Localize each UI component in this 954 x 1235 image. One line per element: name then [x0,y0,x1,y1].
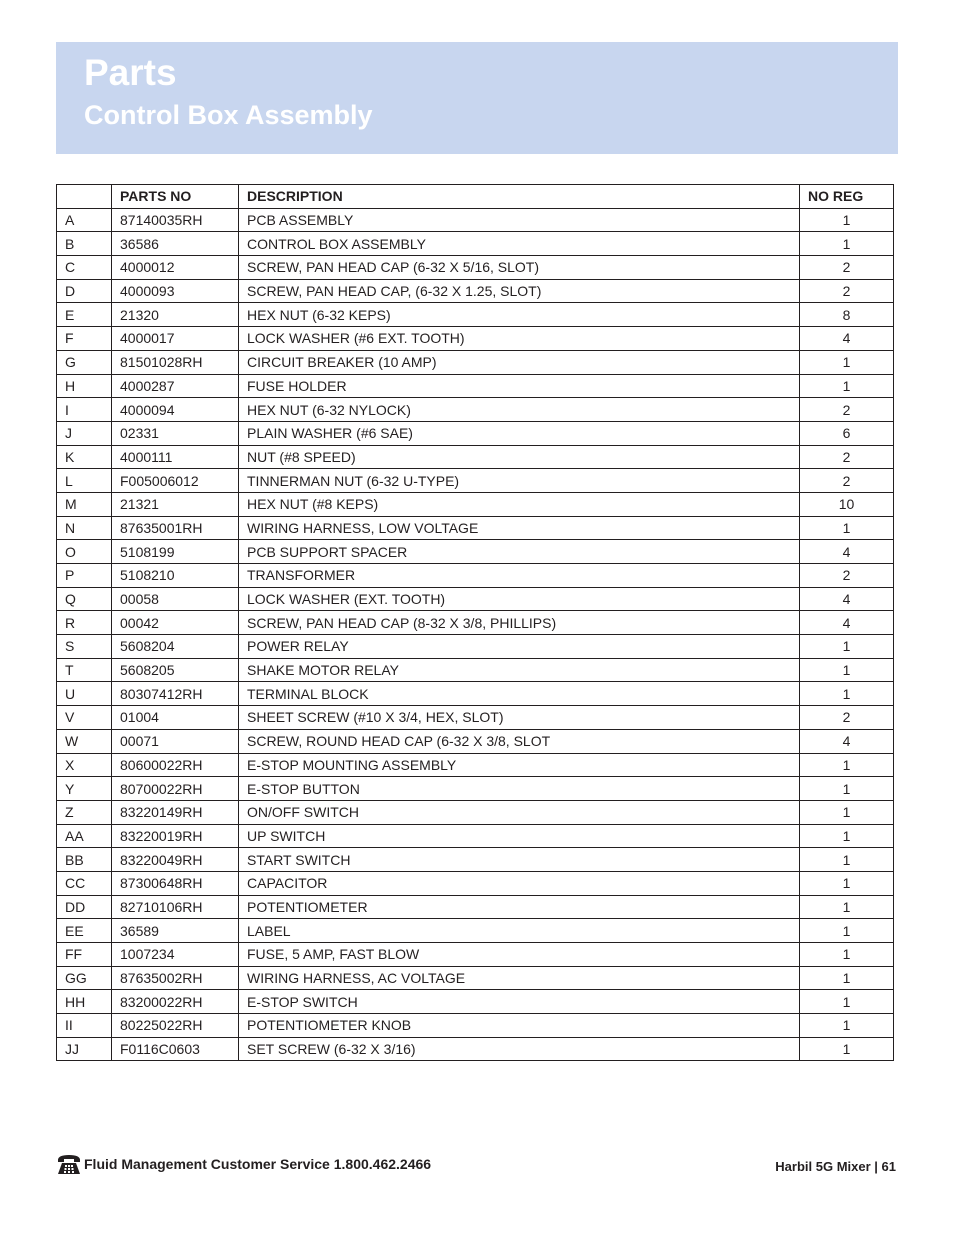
cell-part-number: 81501028RH [112,350,239,374]
cell-description: E-STOP SWITCH [239,990,800,1014]
column-header-description: DESCRIPTION [239,185,800,209]
cell-description: SCREW, ROUND HEAD CAP (6-32 X 3/8, SLOT [239,729,800,753]
cell-item-letter: HH [57,990,112,1014]
table-row [57,848,894,872]
cell-description: UP SWITCH [239,824,800,848]
cell-description: LOCK WASHER (EXT. TOOTH) [239,587,800,611]
cell-part-number: 82710106RH [112,895,239,919]
cell-item-letter: U [57,682,112,706]
cell-item-letter: K [57,445,112,469]
cell-item-letter: S [57,635,112,659]
cell-part-number: 36586 [112,232,239,256]
cell-item-letter: N [57,516,112,540]
cell-quantity: 1 [800,374,894,398]
column-header-parts-no: PARTS NO [112,185,239,209]
cell-part-number: 83220019RH [112,824,239,848]
table-row [57,516,894,540]
page-title: Parts [84,52,177,93]
cell-description: CAPACITOR [239,871,800,895]
cell-description: HEX NUT (6-32 KEPS) [239,303,800,327]
cell-quantity: 1 [800,800,894,824]
cell-description: HEX NUT (6-32 NYLOCK) [239,398,800,422]
cell-quantity: 1 [800,777,894,801]
cell-description: START SWITCH [239,848,800,872]
customer-service-text: Fluid Management Customer Service 1.800.462.2466 [84,1156,432,1172]
table-row [57,279,894,303]
cell-description: PLAIN WASHER (#6 SAE) [239,421,800,445]
cell-part-number: 5608205 [112,658,239,682]
table-row [57,1014,894,1038]
cell-part-number: 02331 [112,421,239,445]
table-row [57,777,894,801]
cell-part-number: 00042 [112,611,239,635]
cell-description: SHEET SCREW (#10 X 3/4, HEX, SLOT) [239,706,800,730]
cell-part-number: 4000012 [112,256,239,280]
cell-item-letter: H [57,374,112,398]
cell-part-number: 21321 [112,492,239,516]
cell-quantity: 1 [800,943,894,967]
cell-part-number: F0116C0603 [112,1037,239,1061]
cell-part-number: 01004 [112,706,239,730]
cell-item-letter: I [57,398,112,422]
cell-item-letter: J [57,421,112,445]
cell-item-letter: JJ [57,1037,112,1061]
cell-part-number: 80700022RH [112,777,239,801]
cell-quantity: 6 [800,421,894,445]
table-row [57,445,894,469]
table-row [57,587,894,611]
cell-part-number: 87635001RH [112,516,239,540]
cell-item-letter: A [57,208,112,232]
cell-part-number: 4000111 [112,445,239,469]
cell-item-letter: EE [57,919,112,943]
cell-quantity: 1 [800,871,894,895]
cell-item-letter: II [57,1014,112,1038]
table-row [57,327,894,351]
cell-quantity: 1 [800,895,894,919]
cell-part-number: 5108210 [112,564,239,588]
cell-part-number: 1007234 [112,943,239,967]
table-row [57,350,894,374]
cell-item-letter: W [57,729,112,753]
cell-part-number: 00071 [112,729,239,753]
cell-quantity: 1 [800,1014,894,1038]
parts-table-body [57,208,894,1061]
cell-part-number: F005006012 [112,469,239,493]
cell-description: NUT (#8 SPEED) [239,445,800,469]
cell-description: FUSE HOLDER [239,374,800,398]
cell-description: LOCK WASHER (#6 EXT. TOOTH) [239,327,800,351]
cell-description: POWER RELAY [239,635,800,659]
table-row [57,492,894,516]
cell-quantity: 1 [800,635,894,659]
cell-quantity: 1 [800,824,894,848]
cell-item-letter: CC [57,871,112,895]
parts-table [56,184,894,1061]
cell-quantity: 2 [800,564,894,588]
cell-quantity: 1 [800,919,894,943]
cell-quantity: 8 [800,303,894,327]
cell-item-letter: DD [57,895,112,919]
cell-part-number: 80600022RH [112,753,239,777]
table-row [57,208,894,232]
cell-description: FUSE, 5 AMP, FAST BLOW [239,943,800,967]
table-row [57,540,894,564]
cell-description: WIRING HARNESS, AC VOLTAGE [239,966,800,990]
cell-quantity: 1 [800,232,894,256]
table-row [57,990,894,1014]
cell-description: POTENTIOMETER [239,895,800,919]
table-row [57,919,894,943]
table-row [57,753,894,777]
cell-item-letter: F [57,327,112,351]
footer-customer-service [56,1153,431,1175]
cell-description: WIRING HARNESS, LOW VOLTAGE [239,516,800,540]
cell-quantity: 4 [800,729,894,753]
section-banner [56,42,898,154]
cell-description: PCB ASSEMBLY [239,208,800,232]
cell-part-number: 00058 [112,587,239,611]
cell-quantity: 1 [800,516,894,540]
table-row [57,232,894,256]
table-row [57,966,894,990]
cell-quantity: 4 [800,587,894,611]
cell-item-letter: V [57,706,112,730]
cell-part-number: 87140035RH [112,208,239,232]
cell-part-number: 4000017 [112,327,239,351]
table-header-row [57,185,894,209]
cell-part-number: 4000094 [112,398,239,422]
table-row [57,943,894,967]
cell-part-number: 87300648RH [112,871,239,895]
cell-quantity: 10 [800,492,894,516]
cell-description: TINNERMAN NUT (6-32 U-TYPE) [239,469,800,493]
cell-part-number: 5108199 [112,540,239,564]
table-row [57,871,894,895]
table-row [57,706,894,730]
table-row [57,303,894,327]
cell-item-letter: BB [57,848,112,872]
cell-item-letter: E [57,303,112,327]
cell-description: SHAKE MOTOR RELAY [239,658,800,682]
cell-description: LABEL [239,919,800,943]
cell-quantity: 1 [800,990,894,1014]
cell-quantity: 1 [800,658,894,682]
cell-item-letter: O [57,540,112,564]
table-row [57,421,894,445]
cell-description: CIRCUIT BREAKER (10 AMP) [239,350,800,374]
table-row [57,658,894,682]
cell-quantity: 4 [800,611,894,635]
cell-quantity: 1 [800,208,894,232]
column-header-no-reg: NO REG [800,185,894,209]
cell-item-letter: P [57,564,112,588]
cell-quantity: 2 [800,445,894,469]
cell-quantity: 2 [800,256,894,280]
cell-part-number: 80307412RH [112,682,239,706]
cell-part-number: 83220049RH [112,848,239,872]
table-row [57,1037,894,1061]
table-row [57,729,894,753]
cell-part-number: 4000287 [112,374,239,398]
cell-description: SCREW, PAN HEAD CAP (6-32 X 5/16, SLOT) [239,256,800,280]
cell-item-letter: Q [57,587,112,611]
cell-description: SCREW, PAN HEAD CAP, (6-32 X 1.25, SLOT) [239,279,800,303]
page-footer-label: Harbil 5G Mixer | 61 [775,1159,896,1174]
cell-item-letter: Z [57,800,112,824]
cell-quantity: 1 [800,966,894,990]
table-row [57,374,894,398]
table-row [57,611,894,635]
cell-item-letter: L [57,469,112,493]
cell-item-letter: M [57,492,112,516]
cell-quantity: 1 [800,350,894,374]
cell-item-letter: FF [57,943,112,967]
cell-part-number: 83200022RH [112,990,239,1014]
cell-item-letter: Y [57,777,112,801]
cell-part-number: 5608204 [112,635,239,659]
table-row [57,398,894,422]
page-subtitle: Control Box Assembly [84,100,373,130]
cell-item-letter: GG [57,966,112,990]
cell-description: CONTROL BOX ASSEMBLY [239,232,800,256]
cell-quantity: 4 [800,327,894,351]
cell-description: E-STOP MOUNTING ASSEMBLY [239,753,800,777]
cell-quantity: 2 [800,398,894,422]
column-header-letter [57,185,112,209]
cell-part-number: 4000093 [112,279,239,303]
cell-quantity: 1 [800,848,894,872]
cell-item-letter: R [57,611,112,635]
table-row [57,635,894,659]
cell-quantity: 1 [800,682,894,706]
cell-description: HEX NUT (#8 KEPS) [239,492,800,516]
cell-item-letter: D [57,279,112,303]
cell-description: SET SCREW (6-32 X 3/16) [239,1037,800,1061]
cell-quantity: 2 [800,706,894,730]
cell-quantity: 4 [800,540,894,564]
cell-item-letter: T [57,658,112,682]
table-row [57,895,894,919]
cell-item-letter: AA [57,824,112,848]
cell-item-letter: C [57,256,112,280]
cell-part-number: 36589 [112,919,239,943]
cell-quantity: 2 [800,279,894,303]
table-row [57,256,894,280]
cell-part-number: 83220149RH [112,800,239,824]
telephone-icon [56,1153,82,1175]
cell-quantity: 1 [800,753,894,777]
cell-description: ON/OFF SWITCH [239,800,800,824]
cell-description: TRANSFORMER [239,564,800,588]
table-row [57,824,894,848]
table-row [57,800,894,824]
table-row [57,564,894,588]
cell-part-number: 21320 [112,303,239,327]
table-row [57,469,894,493]
cell-description: SCREW, PAN HEAD CAP (8-32 X 3/8, PHILLIPS) [239,611,800,635]
cell-item-letter: X [57,753,112,777]
cell-part-number: 80225022RH [112,1014,239,1038]
table-row [57,682,894,706]
cell-item-letter: B [57,232,112,256]
cell-description: TERMINAL BLOCK [239,682,800,706]
cell-quantity: 1 [800,1037,894,1061]
cell-part-number: 87635002RH [112,966,239,990]
cell-description: PCB SUPPORT SPACER [239,540,800,564]
cell-quantity: 2 [800,469,894,493]
cell-description: POTENTIOMETER KNOB [239,1014,800,1038]
cell-item-letter: G [57,350,112,374]
cell-description: E-STOP BUTTON [239,777,800,801]
